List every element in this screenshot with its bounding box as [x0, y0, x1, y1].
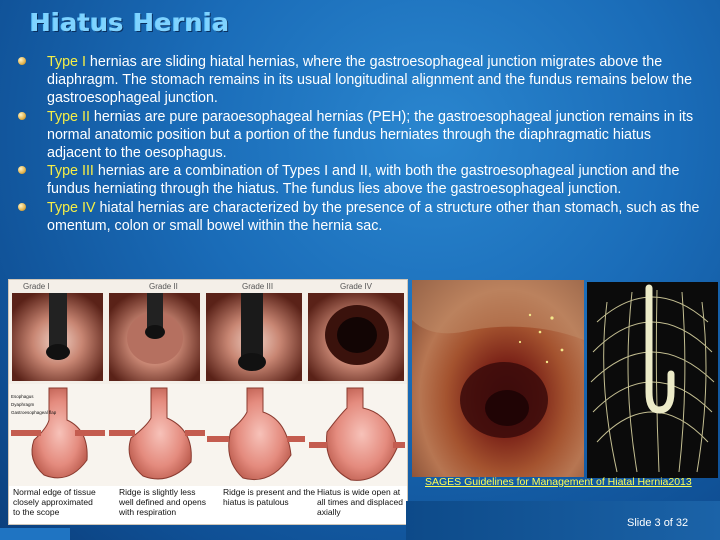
bullet-dot-icon	[18, 166, 26, 174]
bullet-lead: Type I	[47, 54, 86, 70]
left-footer-strip	[0, 528, 70, 540]
endoscopy-photo	[412, 280, 584, 477]
bullet-text: hernias are sliding hiatal hernias, where the gastroesophageal junction migrates above the diaphragm. The stomach remains in its usual longitudinal alignment and the fundus remains below the gastroesophageal junction.	[47, 54, 693, 107]
caption-grade-1: Normal edge of tissue closely approximated to the scope	[13, 487, 96, 517]
grade-2-label: Grade II	[149, 282, 178, 291]
grade-4-panel	[308, 282, 404, 381]
bullet-lead: Type III	[47, 163, 94, 180]
grade-2-panel	[109, 282, 200, 381]
grade-3-label: Grade III	[242, 282, 274, 291]
slide-title: Hiatus Hernia	[30, 8, 230, 37]
hernia-grades-figure	[8, 279, 408, 525]
grade-1-label: Grade I	[23, 282, 50, 291]
bullet-dot-icon	[18, 112, 26, 120]
label-dyaphragm: Dyaphragm	[11, 402, 35, 407]
bullet-text: hernias are a combination of Types I and II, with both the gastroesophageal junction and the fundus herniating through the hiatus. The fundus lies above the gastroesophageal junction.	[47, 163, 680, 198]
bullet-list	[16, 53, 706, 235]
label-esophagus: Esophagus	[11, 394, 34, 399]
bullet-text: hernias are pure paraoesophageal hernias (PEH); the gastroesophageal junction remains in its normal anatomic position but a portion of the fundus herniates through the diaphragmatic hiatus adjacent to the oesophagus.	[47, 108, 694, 162]
hernia-schematic	[587, 282, 718, 478]
bullet-type-1	[16, 53, 706, 108]
label-flap: Gastroesophageal flap	[11, 410, 57, 415]
bullet-type-3	[16, 162, 706, 198]
bullet-type-2	[16, 108, 706, 163]
hernia-grades-illustration	[9, 280, 407, 524]
bullet-text: hiatal hernias are characterized by the presence of a structure other than stomach, such as the omentum, colon or small bowel within the hernia sac.	[47, 199, 700, 234]
caption-grade-4: Hiatus is wide open at all times and displaced axially	[317, 487, 403, 517]
bullet-lead: Type II	[47, 108, 90, 125]
reference-link[interactable]: SAGES Guidelines for Management of Hiatal Hernia2013	[425, 476, 692, 488]
caption-grade-2: Ridge is slightly less well defined and opens with respiration	[119, 487, 206, 517]
bullet-lead: Type IV	[47, 199, 96, 216]
bullet-dot-icon	[18, 57, 26, 65]
bullet-type-4	[16, 199, 706, 235]
grade-3-panel	[206, 282, 302, 381]
schematic-drawing	[587, 282, 718, 478]
bullet-dot-icon	[18, 203, 26, 211]
grade-4-label: Grade IV	[340, 282, 373, 291]
grade-1-panel	[12, 282, 103, 381]
caption-grade-3: Ridge is present and the hiatus is patulous	[223, 487, 316, 507]
endoscopy-view	[412, 280, 584, 477]
slide-number: Slide 3 of 32	[627, 517, 689, 529]
